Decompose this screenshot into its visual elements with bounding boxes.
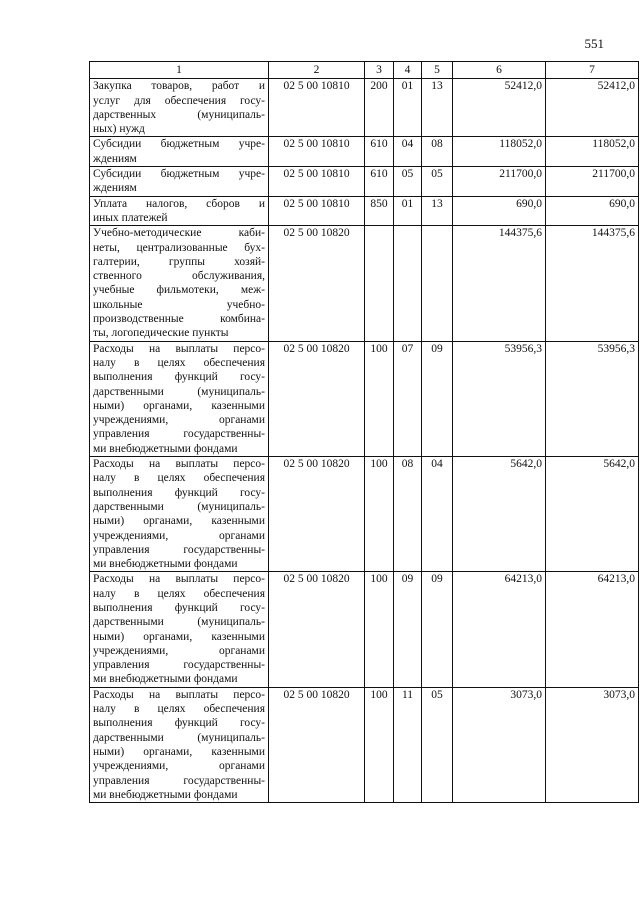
item-name-line: ждениям (93, 182, 137, 195)
item-name-line: Субсидии бюджетным учре- (93, 168, 265, 181)
table-row (90, 79, 639, 137)
item-name-line: неты, централизованные бух- (93, 241, 265, 254)
item-name-line: ными) органами, казенными (93, 745, 265, 758)
item-name-line: учреждениями, органами (93, 529, 265, 542)
amount-cell: 144375,6 (453, 226, 546, 341)
item-name-line: ми внебюджетными фондами (93, 558, 238, 571)
amount-cell: 690,0 (546, 196, 639, 226)
amount-cell: 53956,3 (546, 341, 639, 456)
item-name-line: Расходы на выплаты персо- (93, 688, 265, 701)
item-name-line: производственные комбина- (93, 313, 265, 326)
subsection-cell: 05 (422, 687, 453, 802)
column-header: 7 (546, 62, 639, 79)
subsection-cell (422, 226, 453, 341)
item-name-line: ты, логопедические пункты (93, 327, 229, 340)
section-cell: 08 (394, 457, 422, 572)
item-name-line: налу в целях обеспечения (93, 472, 265, 485)
item-name-cell (90, 572, 269, 687)
table-row (90, 572, 639, 687)
header-row (90, 62, 639, 79)
item-name-cell (90, 341, 269, 456)
subsection-cell: 09 (422, 341, 453, 456)
item-name-line: выполнения функций госу- (93, 601, 265, 614)
expense-type-cell: 200 (365, 79, 394, 137)
section-cell: 05 (394, 167, 422, 197)
item-name-cell (90, 167, 269, 197)
table-row (90, 167, 639, 197)
expense-type-cell (365, 226, 394, 341)
item-name-line: Уплата налогов, сборов и (93, 197, 265, 210)
table-row (90, 226, 639, 341)
column-header: 5 (422, 62, 453, 79)
section-cell: 04 (394, 137, 422, 167)
item-name-line: услуг для обеспечения госу- (93, 94, 265, 107)
amount-cell: 144375,6 (546, 226, 639, 341)
code-cell: 02 5 00 10810 (269, 196, 365, 226)
amount-cell: 211700,0 (453, 167, 546, 197)
section-cell: 11 (394, 687, 422, 802)
item-name-line: управления государственны- (93, 659, 265, 672)
item-name-line: ждениям (93, 152, 137, 165)
amount-cell: 52412,0 (546, 79, 639, 137)
item-name-line: галтерии, группы хозяй- (93, 255, 265, 268)
item-name-line: выполнения функций госу- (93, 371, 265, 384)
item-name-line: учреждениями, органами (93, 644, 265, 657)
amount-cell: 211700,0 (546, 167, 639, 197)
item-name-cell (90, 137, 269, 167)
expense-type-cell: 100 (365, 457, 394, 572)
item-name-line: налу в целях обеспечения (93, 356, 265, 369)
item-name-cell (90, 196, 269, 226)
item-name-line: управления государственны- (93, 774, 265, 787)
item-name-line: учреждениями, органами (93, 760, 265, 773)
item-name-line: ственного обслуживания, (93, 270, 265, 283)
subsection-cell: 05 (422, 167, 453, 197)
column-header: 3 (365, 62, 394, 79)
item-name-line: ми внебюджетными фондами (93, 673, 238, 686)
column-header: 4 (394, 62, 422, 79)
amount-cell: 53956,3 (453, 341, 546, 456)
item-name-line: дарственными (муниципаль- (93, 500, 265, 513)
item-name-line: ных) нужд (93, 123, 145, 136)
item-name-line: ными) органами, казенными (93, 515, 265, 528)
item-name-line: Учебно-методические каби- (93, 227, 265, 240)
item-name-cell (90, 226, 269, 341)
column-header: 1 (90, 62, 269, 79)
column-header: 2 (269, 62, 365, 79)
amount-cell: 64213,0 (453, 572, 546, 687)
amount-cell: 52412,0 (453, 79, 546, 137)
item-name-line: дарственными (муниципаль- (93, 385, 265, 398)
section-cell: 07 (394, 341, 422, 456)
item-name-cell (90, 687, 269, 802)
item-name-line: Расходы на выплаты персо- (93, 342, 265, 355)
item-name-line: Расходы на выплаты персо- (93, 573, 265, 586)
expense-type-cell: 100 (365, 341, 394, 456)
item-name-line: Субсидии бюджетным учре- (93, 138, 265, 151)
expense-type-cell: 100 (365, 572, 394, 687)
item-name-line: учреждениями, органами (93, 414, 265, 427)
amount-cell: 118052,0 (453, 137, 546, 167)
expense-type-cell: 850 (365, 196, 394, 226)
item-name-line: налу в целях обеспечения (93, 703, 265, 716)
code-cell: 02 5 00 10820 (269, 572, 365, 687)
code-cell: 02 5 00 10810 (269, 137, 365, 167)
subsection-cell: 04 (422, 457, 453, 572)
item-name-line: выполнения функций госу- (93, 717, 265, 730)
subsection-cell: 08 (422, 137, 453, 167)
item-name-line: ми внебюджетными фондами (93, 442, 238, 455)
code-cell: 02 5 00 10810 (269, 167, 365, 197)
expense-type-cell: 610 (365, 137, 394, 167)
section-cell: 01 (394, 196, 422, 226)
item-name-line: учебные фильмотеки, меж- (93, 284, 265, 297)
amount-cell: 64213,0 (546, 572, 639, 687)
item-name-line: школьные учебно- (93, 298, 265, 311)
section-cell: 09 (394, 572, 422, 687)
subsection-cell: 13 (422, 196, 453, 226)
item-name-line: ными) органами, казенными (93, 399, 265, 412)
page-number: 551 (584, 36, 604, 51)
item-name-line: иных платежей (93, 211, 168, 224)
item-name-line: ными) органами, казенными (93, 630, 265, 643)
item-name-line: ми внебюджетными фондами (93, 788, 238, 801)
expense-type-cell: 100 (365, 687, 394, 802)
table-body (90, 79, 639, 803)
subsection-cell: 13 (422, 79, 453, 137)
amount-cell: 5642,0 (453, 457, 546, 572)
item-name-line: дарственными (муниципаль- (93, 616, 265, 629)
table-row (90, 341, 639, 456)
item-name-line: выполнения функций госу- (93, 486, 265, 499)
item-name-line: управления государственны- (93, 428, 265, 441)
item-name-cell (90, 457, 269, 572)
subsection-cell: 09 (422, 572, 453, 687)
table-row (90, 137, 639, 167)
budget-table (89, 61, 639, 803)
amount-cell: 118052,0 (546, 137, 639, 167)
item-name-line: дарственных (муниципаль- (93, 108, 265, 121)
item-name-line: Расходы на выплаты персо- (93, 458, 265, 471)
code-cell: 02 5 00 10820 (269, 226, 365, 341)
section-cell: 01 (394, 79, 422, 137)
amount-cell: 5642,0 (546, 457, 639, 572)
expense-type-cell: 610 (365, 167, 394, 197)
code-cell: 02 5 00 10820 (269, 341, 365, 456)
code-cell: 02 5 00 10810 (269, 79, 365, 137)
column-header: 6 (453, 62, 546, 79)
table-row (90, 196, 639, 226)
section-cell (394, 226, 422, 341)
amount-cell: 690,0 (453, 196, 546, 226)
item-name-line: Закупка товаров, работ и (93, 80, 265, 93)
code-cell: 02 5 00 10820 (269, 687, 365, 802)
item-name-line: дарственными (муниципаль- (93, 731, 265, 744)
item-name-line: налу в целях обеспечения (93, 587, 265, 600)
table-row (90, 457, 639, 572)
code-cell: 02 5 00 10820 (269, 457, 365, 572)
amount-cell: 3073,0 (453, 687, 546, 802)
amount-cell: 3073,0 (546, 687, 639, 802)
item-name-line: управления государственны- (93, 543, 265, 556)
item-name-cell (90, 79, 269, 137)
table-row (90, 687, 639, 802)
